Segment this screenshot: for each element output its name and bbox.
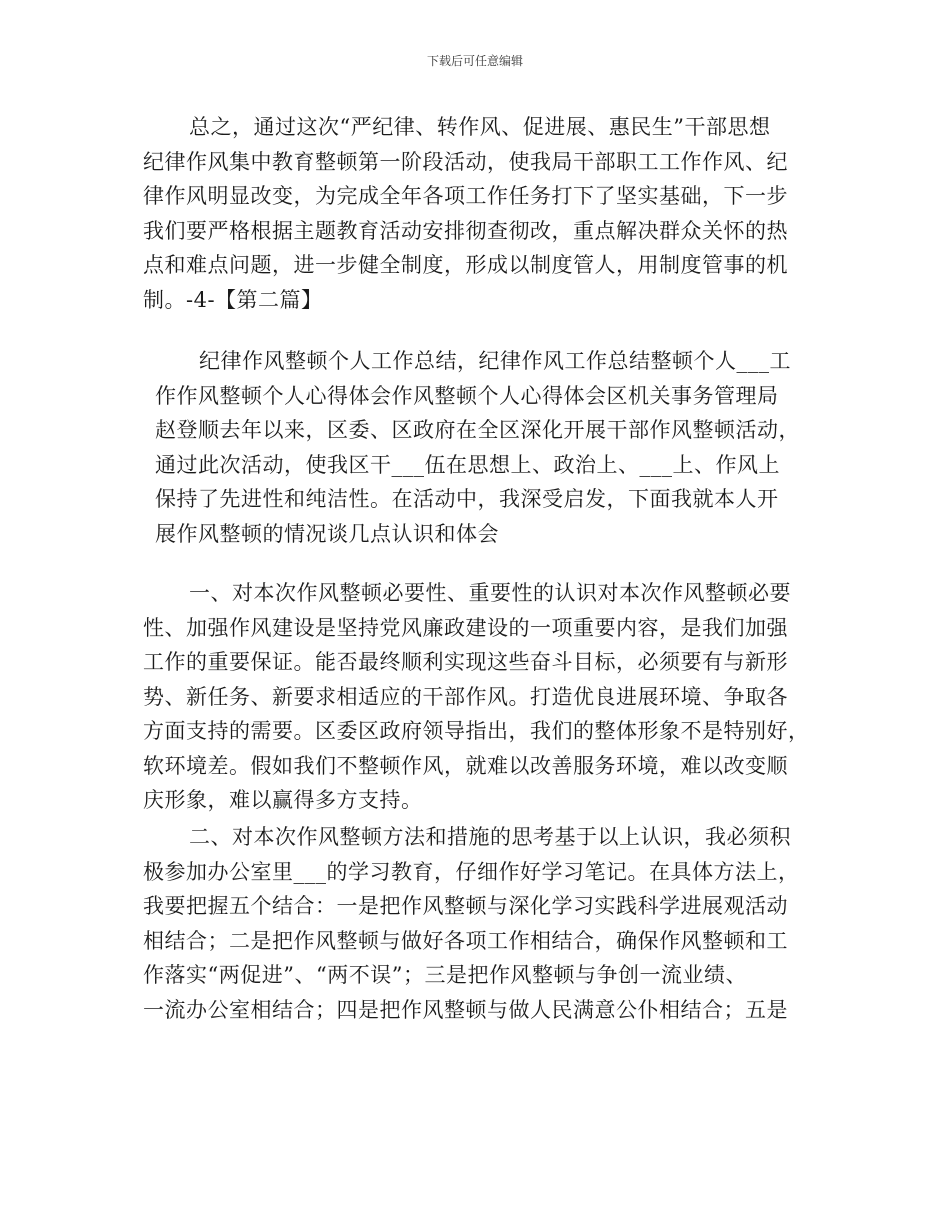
text-line: 二、对本次作风整顿方法和措施的思考基于以上认识，我必须积 (189, 825, 791, 849)
text-line: 总之，通过这次“严纪律、转作风、促进展、惠民生”干部思想 (189, 115, 771, 139)
text-line: 纪律作风整顿个人工作总结，纪律作风工作总结整顿个人___工 (199, 349, 791, 373)
text-line: 点和难点问题，进一步健全制度，形成以制度管人，用制度管事的机 (143, 253, 788, 277)
paragraph-2 (155, 344, 800, 551)
text-line: 我要把握五个结合：一是把作风整顿与深化学习实践科学进展观活动 (143, 894, 788, 918)
paragraph-3 (143, 576, 810, 818)
text-line: 律作风明显改变，为完成全年各项工作任务打下了坚实基础，下一步 (143, 184, 788, 208)
text-line: 极参加办公室里___的学习教育，仔细作好学习笔记。在具体方法上， (143, 859, 800, 884)
text-line: 相结合；二是把作风整顿与做好各项工作相结合，确保作风整顿和工 (143, 928, 788, 953)
text-line: 一流办公室相结合；四是把作风整顿与做人民满意公仆相结合；五是 (143, 997, 788, 1022)
text-line: 软环境差。假如我们不整顿作风，就难以改善服务环境，难以改变顺 (143, 753, 788, 778)
text-line: 展作风整顿的情况谈几点认识和体会 (155, 521, 499, 546)
text-line: 纪律作风集中教育整顿第一阶段活动，使我局干部职工工作作风、纪 (143, 149, 788, 174)
text-line: 势、新任务、新要求相适应的干部作风。打造优良进展环境、争取各 (143, 684, 788, 709)
text-line: 通过此次活动，使我区干___伍在思想上、政治上、___上、作风上 (155, 452, 780, 477)
text-line: 保持了先进性和纯洁性。在活动中，我深受启发，下面我就本人开 (155, 487, 779, 511)
text-line: 赵登顺去年以来，区委、区政府在全区深化开展干部作风整顿活动， (155, 418, 800, 442)
text-line: 庆形象，难以赢得多方支持。 (143, 788, 423, 812)
text-line: 性、加强作风建设是坚持党风廉政建设的一项重要内容，是我们加强 (143, 615, 788, 640)
page-header: 下载后可任意编辑 (426, 54, 523, 68)
text-line: 我们要严格根据主题教育活动安排彻查彻改，重点解决群众关怀的热 (143, 218, 788, 243)
text-line: 一、对本次作风整顿必要性、重要性的认识对本次作风整顿必要 (189, 581, 791, 605)
text-line: 方面支持的需要。区委区政府领导指出，我们的整体形象不是特别好， (143, 719, 810, 743)
text-line: 工作的重要保证。能否最终顺利实现这些奋斗目标，必须要有与新形 (143, 650, 788, 674)
paragraph-1 (143, 110, 788, 317)
paragraph-4 (143, 820, 800, 1027)
text-line: 制。-4-【第二篇】 (143, 287, 323, 312)
text-line: 作作风整顿个人心得体会作风整顿个人心得体会区机关事务管理局 (155, 383, 779, 408)
text-line: 作落实“两促进”、“两不误”；三是把作风整顿与争创一流业绩、 (143, 963, 747, 987)
